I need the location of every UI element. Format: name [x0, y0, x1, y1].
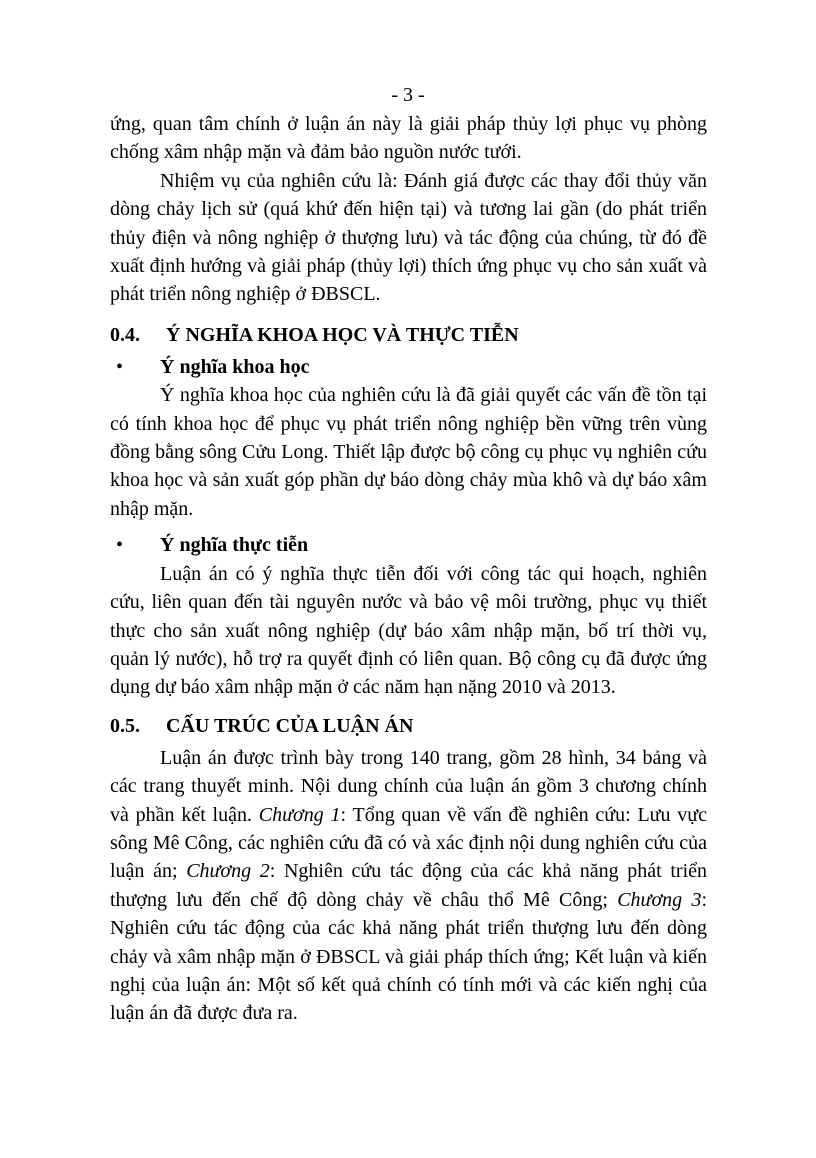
section-heading-0-4 — [110, 321, 707, 349]
bullet-heading-text: Ý nghĩa khoa học — [160, 355, 310, 378]
chapter-3-label: Chương 3 — [617, 888, 702, 911]
section-heading-0-5 — [110, 712, 707, 740]
section-title: CẤU TRÚC CỦA LUẬN ÁN — [166, 714, 414, 737]
section-number: 0.5. — [110, 714, 140, 737]
structure-text: : Tổng quan về vấn đề nghiên cứu: Lưu vực sông Mê Công, các nghiên cứu đã có và xác định nội dung nghiên cứu của luận án; — [110, 803, 708, 883]
page-number: - 3 - — [391, 84, 425, 106]
bullet-heading-practice — [110, 531, 707, 559]
chapter-1-label: Chương 1 — [258, 803, 341, 826]
structure-text: : Nghiên cứu tác động của các khả năng phát triển thượng lưu đến dòng chảy và xâm nhập mặn ở ĐBSCL và giải pháp thích ứng; Kết luận và kiến nghị của luận án: Một số kết quả chính có tính mới và các kiến nghị của luận án đã được đưa ra. — [110, 888, 708, 1025]
structure-paragraph — [110, 744, 707, 1028]
section-number: 0.4. — [110, 323, 140, 346]
chapter-2-label: Chương 2 — [186, 860, 270, 883]
bullet-icon: • — [116, 534, 124, 557]
intro-paragraph-continued: ứng, quan tâm chính ở luận án này là giải pháp thủy lợi phục vụ phòng chống xâm nhập mặn và đảm bảo nguồn nước tưới. — [110, 113, 707, 164]
research-tasks-paragraph: Nhiệm vụ của nghiên cứu là: Đánh giá được các thay đổi thủy văn dòng chảy lịch sử (quá khứ đến hiện tại) và tương lai gần (do phát triển thủy điện và nông nghiệp ở thượng lưu) và tác động của chúng, từ đó đề xuất định hướng và giải pháp (thủy lợi) thích ứng phục vụ cho sản xuất và phát triển nông nghiệp ở ĐBSCL. — [110, 169, 707, 306]
bullet-heading-text: Ý nghĩa thực tiễn — [160, 534, 309, 557]
structure-text: Luận án được trình bày trong 140 trang, gồm 28 hình, 34 bảng và các trang thuyết minh. Nội dung chính của luận án gồm 3 chương chính và phần kết luận. — [110, 746, 707, 826]
bullet-icon: • — [116, 355, 124, 378]
bullet-heading-science — [110, 353, 707, 381]
page-content — [110, 110, 707, 1028]
section-title: Ý NGHĨA KHOA HỌC VÀ THỰC TIỄN — [166, 323, 519, 346]
science-paragraph: Ý nghĩa khoa học của nghiên cứu là đã giải quyết các vấn đề tồn tại có tính khoa học để phục vụ phát triển nông nghiệp bền vững trên vùng đồng bằng sông Cửu Long. Thiết lập được bộ công cụ phục vụ nghiên cứu khoa học và sản xuất góp phần dự báo dòng chảy mùa khô và dự báo xâm nhập mặn. — [110, 384, 707, 520]
practice-paragraph: Luận án có ý nghĩa thực tiễn đối với công tác qui hoạch, nghiên cứu, liên quan đến tài nguyên nước và bảo vệ môi trường, phục vụ thiết thực cho sản xuất nông nghiệp (dự báo xâm nhập mặn, bố trí thời vụ, quản lý nước), hỗ trợ ra quyết định có liên quan. Bộ công cụ đã được ứng dụng dự báo xâm nhập mặn ở các năm hạn nặng 2010 và 2013. — [110, 562, 707, 699]
structure-text: : Nghiên cứu tác động của các khả năng phát triển thượng lưu đến chế độ dòng chảy về châu thổ Mê Công; — [110, 860, 707, 911]
